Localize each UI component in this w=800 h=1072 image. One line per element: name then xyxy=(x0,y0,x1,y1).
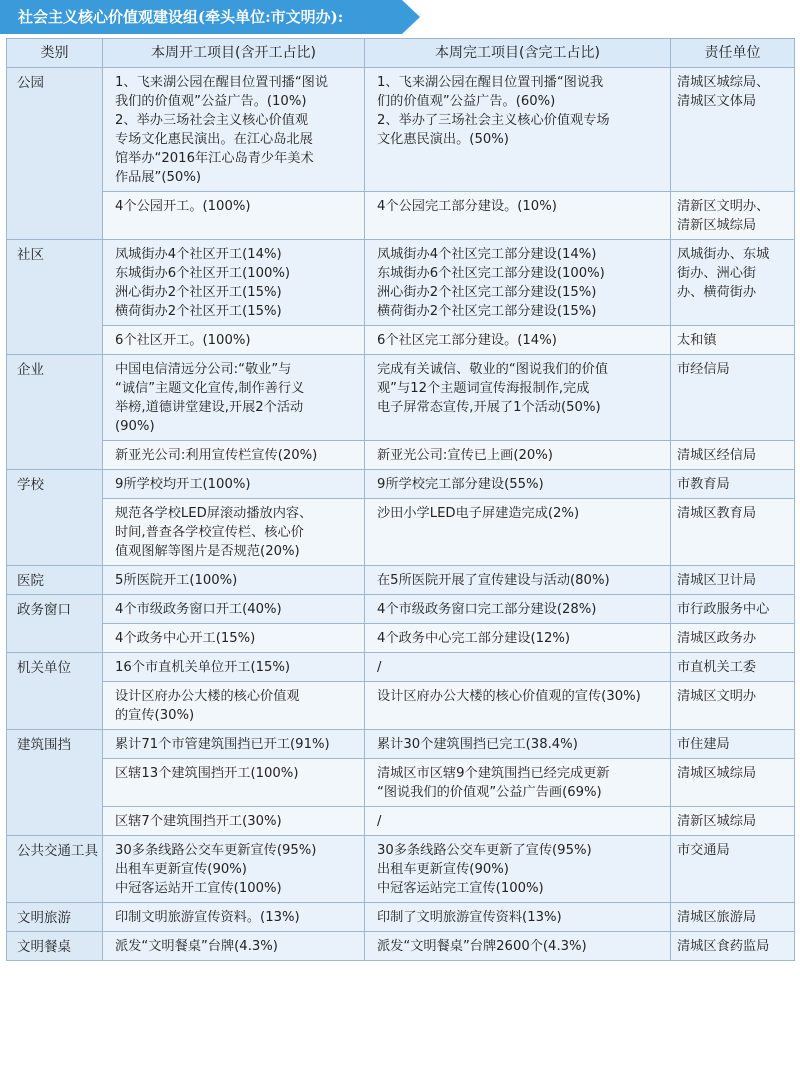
category-cell: 公共交通工具 xyxy=(7,836,103,903)
completed-cell xyxy=(365,759,671,807)
completed-cell xyxy=(365,355,671,441)
started-cell xyxy=(103,470,365,499)
started-cell xyxy=(103,807,365,836)
completed-cell xyxy=(365,441,671,470)
category-cell: 学校 xyxy=(7,470,103,566)
started-cell xyxy=(103,595,365,624)
responsible-cell xyxy=(671,682,795,730)
cell-line: 1、飞来湖公园在醒目位置刊播“图说我 xyxy=(377,75,604,90)
completed-cell xyxy=(365,836,671,903)
cell-line: 设计区府办公大楼的核心价值观的宣传(30%) xyxy=(377,689,641,704)
cell-line: 清城区文体局 xyxy=(677,94,757,109)
responsible-cell xyxy=(671,355,795,441)
cell-line: 作品展”(50%) xyxy=(115,170,201,185)
cell-line: 电子屏常态宣传,开展了1个活动(50%) xyxy=(377,400,601,415)
cell-line: 清新区文明办、 xyxy=(677,199,770,214)
table-row xyxy=(7,730,795,759)
cell-line: (90%) xyxy=(115,419,155,434)
cell-line: 市直机关工委 xyxy=(677,660,757,675)
cell-line: 市交通局 xyxy=(677,843,730,858)
cell-line: 值观图解等图片是否规范(20%) xyxy=(115,544,300,559)
cell-line: 30多条线路公交车更新了宣传(95%) xyxy=(377,843,592,858)
responsible-cell xyxy=(671,759,795,807)
table-row xyxy=(7,624,795,653)
cell-line: 2、举办三场社会主义核心价值观 xyxy=(115,113,309,128)
table-row xyxy=(7,595,795,624)
table-row xyxy=(7,326,795,355)
responsible-cell xyxy=(671,192,795,240)
cell-line: 清城区城综局 xyxy=(677,766,757,781)
table-row xyxy=(7,68,795,192)
table-body xyxy=(7,68,795,961)
cell-line: 清城区食药监局 xyxy=(677,939,770,954)
started-cell xyxy=(103,240,365,326)
cell-line: 的宣传(30%) xyxy=(115,708,195,723)
header-responsible: 责任单位 xyxy=(671,39,795,68)
completed-cell xyxy=(365,932,671,961)
table-row xyxy=(7,441,795,470)
cell-line: 太和镇 xyxy=(677,333,717,348)
completed-cell xyxy=(365,730,671,759)
category-cell: 机关单位 xyxy=(7,653,103,730)
started-cell xyxy=(103,836,365,903)
cell-line: 派发“文明餐桌”台牌(4.3%) xyxy=(115,939,278,954)
cell-line: 4个政务中心完工部分建设(12%) xyxy=(377,631,571,646)
header-category: 类别 xyxy=(7,39,103,68)
cell-line: 清城区市区辖9个建筑围挡已经完成更新 xyxy=(377,766,610,781)
header-completed: 本周完工项目(含完工占比) xyxy=(365,39,671,68)
header-started: 本周开工项目(含开工占比) xyxy=(103,39,365,68)
started-cell xyxy=(103,566,365,595)
table-row xyxy=(7,759,795,807)
section-title: 社会主义核心价值观建设组(牵头单位:市文明办): xyxy=(18,8,344,26)
started-cell xyxy=(103,730,365,759)
completed-cell xyxy=(365,566,671,595)
cell-line: 4个市级政务窗口完工部分建设(28%) xyxy=(377,602,597,617)
responsible-cell xyxy=(671,441,795,470)
completed-cell xyxy=(365,807,671,836)
started-cell xyxy=(103,499,365,566)
responsible-cell xyxy=(671,68,795,192)
project-table xyxy=(6,38,795,961)
started-cell xyxy=(103,903,365,932)
cell-line: 区辖13个建筑围挡开工(100%) xyxy=(115,766,299,781)
cell-line: 完成有关诚信、敬业的“图说我们的价值 xyxy=(377,362,609,377)
cell-line: 6个社区完工部分建设。(14%) xyxy=(377,333,557,348)
cell-line: 观”与12个主题词宣传海报制作,完成 xyxy=(377,381,590,396)
cell-line: 印制了文明旅游宣传资料(13%) xyxy=(377,910,562,925)
category-cell: 政务窗口 xyxy=(7,595,103,653)
cell-line: 4个公园完工部分建设。(10%) xyxy=(377,199,557,214)
cell-line: / xyxy=(377,660,382,675)
category-cell: 公园 xyxy=(7,68,103,240)
table-row xyxy=(7,240,795,326)
completed-cell xyxy=(365,68,671,192)
responsible-cell xyxy=(671,326,795,355)
table-header-row xyxy=(7,39,795,68)
completed-cell xyxy=(365,192,671,240)
section-header xyxy=(0,0,420,34)
cell-line: 时间,普查各学校宣传栏、核心价 xyxy=(115,525,304,540)
started-cell xyxy=(103,441,365,470)
table-row xyxy=(7,192,795,240)
table-row xyxy=(7,932,795,961)
table-row xyxy=(7,903,795,932)
responsible-cell xyxy=(671,566,795,595)
cell-line: 派发“文明餐桌”台牌2600个(4.3%) xyxy=(377,939,587,954)
started-cell xyxy=(103,682,365,730)
cell-line: 们的价值观”公益广告。(60%) xyxy=(377,94,556,109)
responsible-cell xyxy=(671,595,795,624)
started-cell xyxy=(103,759,365,807)
cell-line: 凤城街办、东城 xyxy=(677,247,770,262)
cell-line: 9所学校均开工(100%) xyxy=(115,477,251,492)
cell-line: 清新区城综局 xyxy=(677,218,757,233)
cell-line: 市住建局 xyxy=(677,737,730,752)
category-cell: 文明餐桌 xyxy=(7,932,103,961)
cell-line: 我们的价值观”公益广告。(10%) xyxy=(115,94,307,109)
cell-line: 规范各学校LED屏滚动播放内容、 xyxy=(115,506,313,521)
cell-line: 出租车更新宣传(90%) xyxy=(115,862,247,877)
responsible-cell xyxy=(671,470,795,499)
cell-line: 横荷街办2个社区完工部分建设(15%) xyxy=(377,304,597,319)
cell-line: 印制文明旅游宣传资料。(13%) xyxy=(115,910,300,925)
cell-line: 沙田小学LED电子屏建造完成(2%) xyxy=(377,506,580,521)
cell-line: 清城区文明办 xyxy=(677,689,757,704)
completed-cell xyxy=(365,624,671,653)
cell-line: 市行政服务中心 xyxy=(677,602,770,617)
cell-line: 2、举办了三场社会主义核心价值观专场 xyxy=(377,113,610,128)
cell-line: 清城区经信局 xyxy=(677,448,757,463)
cell-line: 清城区教育局 xyxy=(677,506,757,521)
cell-line: 清城区城综局、 xyxy=(677,75,770,90)
responsible-cell xyxy=(671,807,795,836)
cell-line: 新亚光公司:利用宣传栏宣传(20%) xyxy=(115,448,318,463)
completed-cell xyxy=(365,470,671,499)
cell-line: 新亚光公司:宣传已上画(20%) xyxy=(377,448,553,463)
cell-line: 4个市级政务窗口开工(40%) xyxy=(115,602,282,617)
table-row xyxy=(7,470,795,499)
started-cell xyxy=(103,326,365,355)
cell-line: 东城街办6个社区完工部分建设(100%) xyxy=(377,266,605,281)
table-row xyxy=(7,566,795,595)
completed-cell xyxy=(365,653,671,682)
cell-line: 横荷街办2个社区开工(15%) xyxy=(115,304,282,319)
cell-line: 专场文化惠民演出。在江心岛北展 xyxy=(115,132,313,147)
table-row xyxy=(7,355,795,441)
table-row xyxy=(7,807,795,836)
cell-line: 30多条线路公交车更新宣传(95%) xyxy=(115,843,317,858)
responsible-cell xyxy=(671,240,795,326)
cell-line: 4个政务中心开工(15%) xyxy=(115,631,256,646)
category-cell: 企业 xyxy=(7,355,103,470)
cell-line: 办、横荷街办 xyxy=(677,285,757,300)
responsible-cell xyxy=(671,653,795,682)
cell-line: 累计71个市管建筑围挡已开工(91%) xyxy=(115,737,330,752)
completed-cell xyxy=(365,326,671,355)
cell-line: 4个公园开工。(100%) xyxy=(115,199,251,214)
cell-line: 举榜,道德讲堂建设,开展2个活动 xyxy=(115,400,304,415)
cell-line: 累计30个建筑围挡已完工(38.4%) xyxy=(377,737,578,752)
category-cell: 医院 xyxy=(7,566,103,595)
started-cell xyxy=(103,653,365,682)
cell-line: 凤城街办4个社区完工部分建设(14%) xyxy=(377,247,597,262)
cell-line: 16个市直机关单位开工(15%) xyxy=(115,660,291,675)
completed-cell xyxy=(365,240,671,326)
cell-line: 清新区城综局 xyxy=(677,814,757,829)
cell-line: 中冠客运站开工宣传(100%) xyxy=(115,881,282,896)
responsible-cell xyxy=(671,836,795,903)
cell-line: 中国电信清远分公司:“敬业”与 xyxy=(115,362,292,377)
started-cell xyxy=(103,192,365,240)
cell-line: 出租车更新宣传(90%) xyxy=(377,862,509,877)
completed-cell xyxy=(365,903,671,932)
started-cell xyxy=(103,355,365,441)
cell-line: 馆举办“2016年江心岛青少年美术 xyxy=(115,151,314,166)
cell-line: 1、飞来湖公园在醒目位置刊播“图说 xyxy=(115,75,329,90)
cell-line: 文化惠民演出。(50%) xyxy=(377,132,509,147)
cell-line: / xyxy=(377,814,382,829)
cell-line: 6个社区开工。(100%) xyxy=(115,333,251,348)
cell-line: 设计区府办公大楼的核心价值观 xyxy=(115,689,300,704)
started-cell xyxy=(103,932,365,961)
responsible-cell xyxy=(671,499,795,566)
cell-line: 市教育局 xyxy=(677,477,730,492)
cell-line: 洲心街办2个社区开工(15%) xyxy=(115,285,282,300)
cell-line: 街办、洲心街 xyxy=(677,266,757,281)
completed-cell xyxy=(365,595,671,624)
cell-line: 清城区政务办 xyxy=(677,631,757,646)
cell-line: 区辖7个建筑围挡开工(30%) xyxy=(115,814,282,829)
cell-line: 东城街办6个社区开工(100%) xyxy=(115,266,291,281)
responsible-cell xyxy=(671,932,795,961)
table-row xyxy=(7,653,795,682)
category-cell: 社区 xyxy=(7,240,103,355)
cell-line: 在5所医院开展了宣传建设与活动(80%) xyxy=(377,573,610,588)
category-cell: 文明旅游 xyxy=(7,903,103,932)
cell-line: 凤城街办4个社区开工(14%) xyxy=(115,247,282,262)
responsible-cell xyxy=(671,903,795,932)
table-row xyxy=(7,836,795,903)
completed-cell xyxy=(365,682,671,730)
table-row xyxy=(7,682,795,730)
responsible-cell xyxy=(671,730,795,759)
cell-line: “诚信”主题文化宣传,制作善行义 xyxy=(115,381,305,396)
category-cell: 建筑围挡 xyxy=(7,730,103,836)
responsible-cell xyxy=(671,624,795,653)
completed-cell xyxy=(365,499,671,566)
cell-line: 洲心街办2个社区完工部分建设(15%) xyxy=(377,285,597,300)
table-row xyxy=(7,499,795,566)
started-cell xyxy=(103,68,365,192)
cell-line: 市经信局 xyxy=(677,362,730,377)
cell-line: 5所医院开工(100%) xyxy=(115,573,238,588)
cell-line: 9所学校完工部分建设(55%) xyxy=(377,477,544,492)
cell-line: “图说我们的价值观”公益广告画(69%) xyxy=(377,785,602,800)
cell-line: 清城区旅游局 xyxy=(677,910,757,925)
cell-line: 中冠客运站完工宣传(100%) xyxy=(377,881,544,896)
started-cell xyxy=(103,624,365,653)
cell-line: 清城区卫计局 xyxy=(677,573,757,588)
